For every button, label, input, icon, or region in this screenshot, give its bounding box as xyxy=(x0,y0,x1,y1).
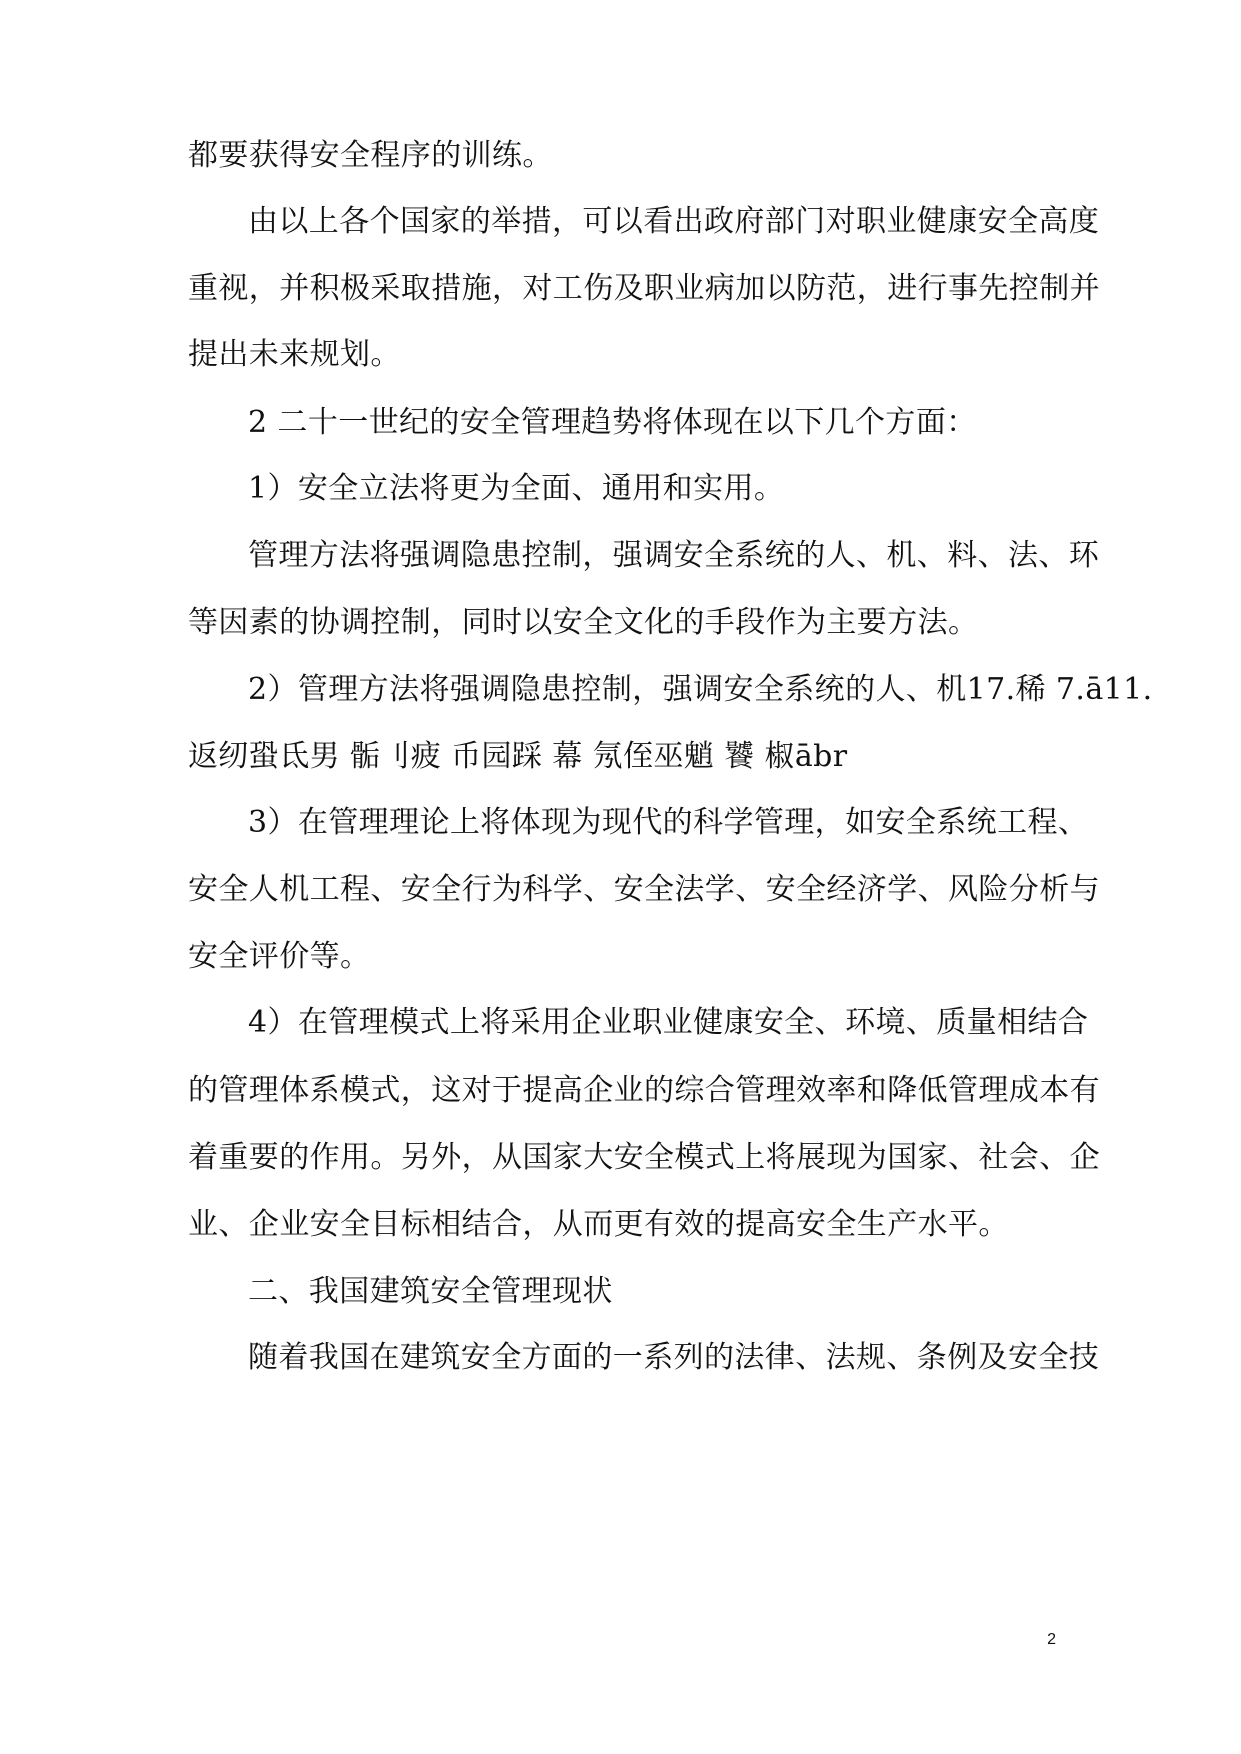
paragraph-line: 的管理体系模式，这对于提高企业的综合管理效率和降低管理成本有 xyxy=(188,1073,1100,1108)
section-heading: 2 二十一世纪的安全管理趋势将体现在以下几个方面： xyxy=(248,405,977,440)
paragraph-line: 管理方法将强调隐患控制，强调安全系统的人、机、料、法、环 xyxy=(248,538,1100,573)
list-item: 3）在管理理论上将体现为现代的科学管理，如安全系统工程、 xyxy=(248,805,1089,840)
paragraph-line: 业、企业安全目标相结合，从而更有效的提高安全生产水平。 xyxy=(188,1207,1009,1242)
paragraph-line: 着重要的作用。另外，从国家大安全模式上将展现为国家、社会、企 xyxy=(188,1140,1100,1175)
paragraph-line: 提出未来规划。 xyxy=(188,337,401,372)
paragraph-line: 由以上各个国家的举措，可以看出政府部门对职业健康安全高度 xyxy=(248,204,1100,239)
paragraph-line: 安全人机工程、安全行为科学、安全法学、安全经济学、风险分析与 xyxy=(188,872,1100,907)
paragraph-line: 等因素的协调控制，同时以安全文化的手段作为主要方法。 xyxy=(188,605,979,640)
list-item: 2）管理方法将强调隐患控制，强调安全系统的人、机17.稀 7.ā11. xyxy=(248,672,1153,707)
paragraph-line: 安全评价等。 xyxy=(188,939,371,974)
list-item: 1）安全立法将更为全面、通用和实用。 xyxy=(248,471,785,506)
page-number: 2 xyxy=(1047,1631,1056,1648)
text-line: 都要获得安全程序的训练。 xyxy=(188,138,553,173)
paragraph-line: 重视，并积极采取措施，对工伤及职业病加以防范，进行事先控制并 xyxy=(188,271,1100,306)
garbled-text-line: 返纫蛩氐男 骺刂疲 币园踩 幕 氖侄巫魈 饕 椒ābr xyxy=(188,739,848,774)
list-item: 4）在管理模式上将采用企业职业健康安全、环境、质量相结合 xyxy=(248,1005,1089,1040)
paragraph-line: 随着我国在建筑安全方面的一系列的法律、法规、条例及安全技 xyxy=(248,1340,1100,1375)
section-title: 二、我国建筑安全管理现状 xyxy=(248,1274,613,1309)
